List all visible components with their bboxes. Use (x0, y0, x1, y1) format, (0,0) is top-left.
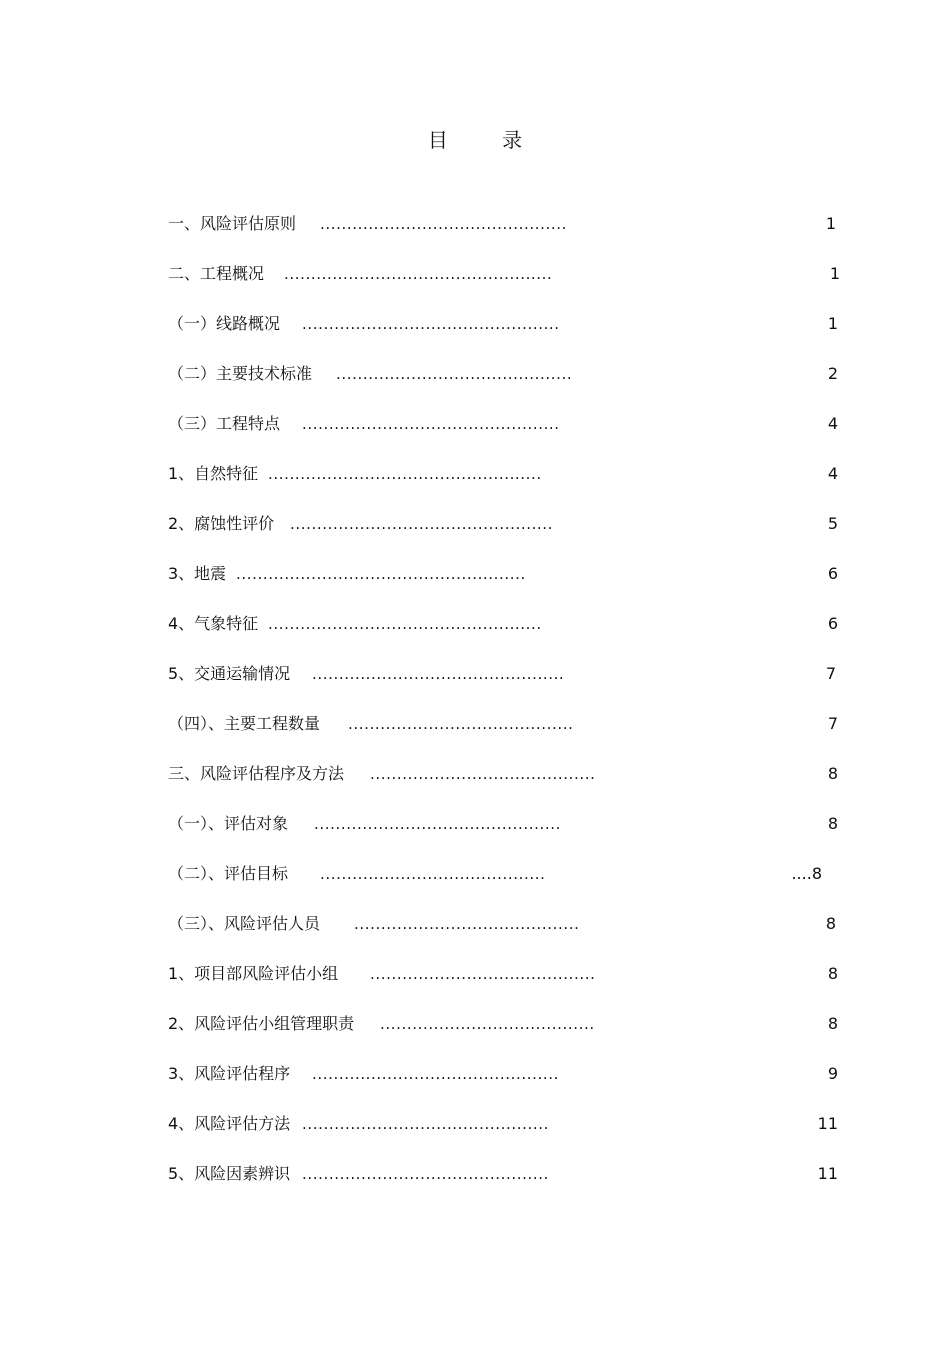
toc-entry-label: 一、风险评估原则 (168, 214, 297, 233)
toc-entry[interactable] (168, 612, 848, 636)
toc-entry[interactable] (168, 712, 848, 736)
toc-entry-label: 2、风险评估小组管理职责 (168, 1014, 355, 1033)
toc-leader-dots: .......................................... (354, 915, 580, 933)
toc-entry-page: 8 (827, 814, 838, 833)
toc-entry[interactable] (168, 262, 848, 286)
toc-entry-page: 6 (827, 564, 838, 583)
toc-entry-label: 1、自然特征 (168, 464, 259, 483)
toc-entry-page: 9 (827, 1064, 838, 1083)
toc-entry[interactable] (168, 412, 848, 436)
toc-leader-dots: ...................................................... (236, 565, 526, 583)
toc-entry-page: 2 (827, 364, 838, 383)
toc-leader-dots: ................................................... (268, 465, 542, 483)
toc-entry-label: 4、气象特征 (168, 614, 259, 633)
toc-entry[interactable] (168, 1012, 848, 1036)
toc-entry-label: （二）主要技术标准 (168, 364, 313, 383)
toc-entry[interactable] (168, 912, 848, 936)
toc-entry[interactable] (168, 1062, 848, 1086)
toc-entry-label: 3、风险评估程序 (168, 1064, 291, 1083)
toc-entry-page: 8 (827, 1014, 838, 1033)
toc-entry-page: 7 (825, 664, 836, 683)
toc-entry[interactable] (168, 962, 848, 986)
toc-entry[interactable] (168, 312, 848, 336)
toc-leader-dots: .......................................... (370, 965, 596, 983)
toc-entry-label: （三）工程特点 (168, 414, 281, 433)
toc-entry-label: 5、交通运输情况 (168, 664, 291, 683)
toc-entry-label: （三）、风险评估人员 (168, 914, 321, 933)
toc-entry-page: 11 (817, 1164, 838, 1183)
toc-entry-page: 7 (827, 714, 838, 733)
toc-entry[interactable] (168, 812, 848, 836)
toc-leader-dots: .............................................. (302, 1115, 549, 1133)
toc-entry-label: 4、风险评估方法 (168, 1114, 291, 1133)
toc-entry-page: 8 (827, 764, 838, 783)
toc-leader-dots: ........................................ (380, 1015, 595, 1033)
toc-entry[interactable] (168, 862, 848, 886)
toc-entry-page: 8 (825, 914, 836, 933)
toc-entry-label: （一）、评估对象 (168, 814, 289, 833)
toc-leader-dots: ............................................... (312, 665, 565, 683)
page-title: 目 录 (427, 128, 547, 152)
toc-leader-dots: ................................................ (302, 415, 560, 433)
toc-entry-page: 1 (827, 314, 838, 333)
toc-entry-page: 1 (825, 214, 836, 233)
toc-entry[interactable] (168, 212, 848, 236)
toc-entry-label: （四）、主要工程数量 (168, 714, 321, 733)
toc-entry[interactable] (168, 1162, 848, 1186)
toc-entry-page: 5 (827, 514, 838, 533)
toc-entry-page: 1 (829, 264, 840, 283)
toc-entry[interactable] (168, 512, 848, 536)
toc-entry[interactable] (168, 462, 848, 486)
toc-leader-dots: .......................................... (320, 865, 546, 883)
toc-entry-label: （一）线路概况 (168, 314, 281, 333)
toc-entry-page: 8 (827, 964, 838, 983)
toc-leader-dots: .............................................. (314, 815, 561, 833)
toc-entry-label: 2、腐蚀性评价 (168, 514, 275, 533)
toc-leader-dots: ................................................. (290, 515, 554, 533)
toc-entry-label: 3、地震 (168, 564, 227, 583)
toc-leader-dots: ................................................... (268, 615, 542, 633)
toc-leader-dots: ............................................ (336, 365, 573, 383)
toc-leader-dots: .............................................. (320, 215, 567, 233)
toc-entry-page: 6 (827, 614, 838, 633)
toc-entry[interactable] (168, 662, 848, 686)
toc-leader-dots: .................................................. (284, 265, 553, 283)
toc-entry-page: 11 (817, 1114, 838, 1133)
toc-entry-page: 4 (827, 464, 838, 483)
toc-entry-label: 二、工程概况 (168, 264, 265, 283)
toc-entry-label: 5、风险因素辨识 (168, 1164, 291, 1183)
toc-entry-label: （二）、评估目标 (168, 864, 289, 883)
toc-entry-label: 三、风险评估程序及方法 (168, 764, 345, 783)
toc-leader-dots: ................................................ (302, 315, 560, 333)
toc-entry[interactable] (168, 762, 848, 786)
toc-entry-page: 4 (827, 414, 838, 433)
toc-entry[interactable] (168, 562, 848, 586)
toc-entry-label: 1、项目部风险评估小组 (168, 964, 339, 983)
toc-entry-page: ....8 (791, 864, 822, 883)
toc-leader-dots: .......................................... (370, 765, 596, 783)
toc-leader-dots: .......................................... (348, 715, 574, 733)
toc-entry[interactable] (168, 362, 848, 386)
toc-leader-dots: .............................................. (312, 1065, 559, 1083)
toc-entry[interactable] (168, 1112, 848, 1136)
toc-leader-dots: .............................................. (302, 1165, 549, 1183)
